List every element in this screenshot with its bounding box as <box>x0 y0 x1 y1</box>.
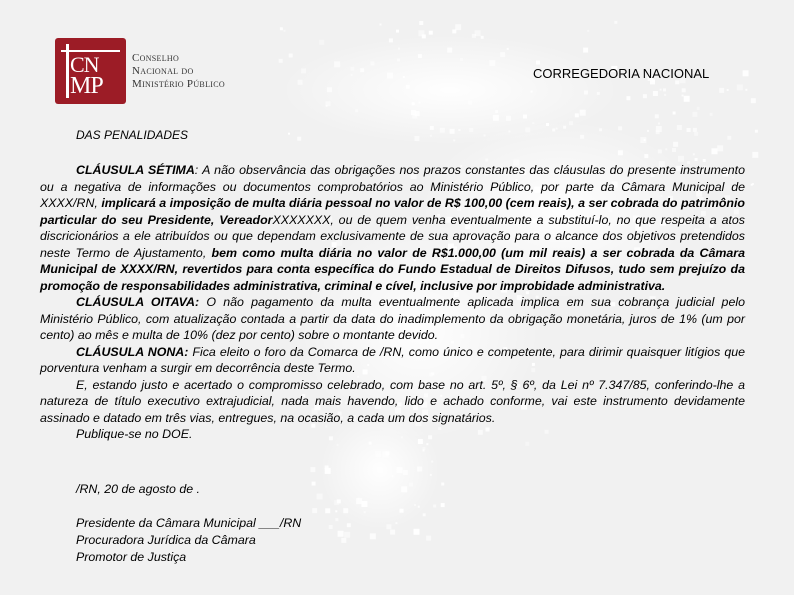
clause-heading: CLÁUSULA SÉTIMA <box>76 163 195 177</box>
logo-institution-name <box>132 52 225 91</box>
background-dot <box>643 94 647 98</box>
background-dot <box>429 31 433 35</box>
background-dot <box>418 30 424 36</box>
background-dot <box>418 54 422 58</box>
background-dot <box>752 152 758 158</box>
background-dot <box>597 92 600 95</box>
background-dot <box>319 40 324 45</box>
background-dot <box>710 113 713 116</box>
background-dot <box>430 474 432 476</box>
background-dot <box>552 129 555 132</box>
background-dot <box>453 139 455 141</box>
background-dot <box>644 154 648 158</box>
background-dot <box>693 128 697 132</box>
background-dot <box>400 509 404 513</box>
background-dot <box>351 74 353 76</box>
background-dot <box>310 467 315 472</box>
background-dot <box>626 96 630 100</box>
background-dot <box>580 110 586 116</box>
background-dot <box>663 88 666 91</box>
background-dot <box>618 150 623 155</box>
background-dot <box>682 88 686 92</box>
background-dot <box>506 116 511 121</box>
background-dot <box>556 128 558 130</box>
background-dot <box>391 475 393 477</box>
background-dot <box>409 482 413 486</box>
background-dot <box>284 30 286 32</box>
background-dot <box>684 96 690 102</box>
background-dot <box>335 510 337 512</box>
signatory: Procuradora Jurídica da Câmara <box>76 533 256 547</box>
background-dot <box>694 132 698 136</box>
background-dot <box>751 98 756 103</box>
background-dot <box>500 52 505 57</box>
background-dot <box>370 533 376 539</box>
background-dot <box>417 467 422 472</box>
background-dot <box>745 89 747 91</box>
background-dot <box>334 61 340 67</box>
background-dot <box>647 130 649 132</box>
background-dot <box>525 127 530 132</box>
logo-name-line: Ministério Público <box>132 78 225 90</box>
background-dot <box>546 123 549 126</box>
background-dot <box>397 467 403 473</box>
background-dot <box>536 61 540 65</box>
background-dot <box>693 153 695 155</box>
background-dot <box>344 532 350 538</box>
background-dot <box>678 156 684 162</box>
background-dot <box>312 482 316 486</box>
background-dot <box>356 498 362 504</box>
background-dot <box>325 508 330 513</box>
background-dot <box>312 508 317 513</box>
background-dot <box>673 142 678 147</box>
background-dot <box>664 94 666 96</box>
background-dot <box>386 524 391 529</box>
publish-line: Publique-se no DOE. <box>76 427 193 441</box>
background-dot <box>660 89 662 91</box>
background-dot <box>343 508 348 513</box>
background-dot <box>441 503 445 507</box>
document-body <box>40 162 745 443</box>
background-dot <box>334 500 339 505</box>
background-dot <box>433 505 436 508</box>
background-dot <box>414 136 419 141</box>
background-dot <box>682 95 684 97</box>
background-dot <box>658 149 662 153</box>
signatories <box>76 515 301 566</box>
background-dot <box>587 30 589 32</box>
clause-text: XXXXXXX, ou de quem venha eventualmente a substituí-lo, no que respeita a atos discricionários a ele atribuídos ou que dependam exclusivamente de sua aprovação para o alcance dos objetivos pretendidos neste Termo de Ajustamento, <box>40 212 745 260</box>
background-dot <box>673 112 676 115</box>
background-dot <box>289 54 293 58</box>
background-dot <box>414 529 420 535</box>
background-dot <box>412 102 415 105</box>
background-dot <box>297 137 301 141</box>
background-dot <box>569 121 573 125</box>
background-dot <box>403 76 405 78</box>
background-dot <box>583 48 588 53</box>
background-dot <box>423 513 426 516</box>
clause-text: : A não observância das obrigações nos prazos constantes das cláusulas do presente instrumento ou a negativa de informações ou documentos comprobatórios ao Ministério Público, por parte da Câmara Municipal de XXXX/RN, <box>40 163 745 210</box>
background-dot <box>532 122 534 124</box>
background-dot <box>431 461 433 463</box>
background-dot <box>614 21 617 24</box>
background-dot <box>655 114 659 118</box>
background-dot <box>412 114 417 119</box>
background-dot <box>338 531 344 537</box>
background-dot <box>755 130 758 133</box>
logo-name-line: Nacional do <box>132 65 194 77</box>
background-dot <box>440 128 445 133</box>
background-dot <box>375 451 381 457</box>
background-dot <box>484 134 486 136</box>
background-dot <box>419 21 423 25</box>
background-dot <box>695 158 698 161</box>
background-dot <box>401 486 407 492</box>
clause-bold-text: implicará a imposição de multa diária pessoal no valor de R$ 100,00 (cem reais), a ser cobrada do patrimônio particular do seu Presidente, Vereador <box>40 196 745 227</box>
clause-heading: CLÁUSULA NONA: <box>76 344 189 359</box>
background-dot <box>279 59 283 63</box>
background-dot <box>697 107 700 110</box>
background-dot <box>489 60 495 66</box>
background-dot <box>430 126 434 130</box>
background-dot <box>327 87 332 92</box>
background-dot <box>743 70 749 76</box>
background-dot <box>719 88 724 93</box>
background-dot <box>426 536 431 541</box>
background-dot <box>396 30 399 33</box>
background-dot <box>383 451 389 457</box>
background-dot <box>329 525 333 529</box>
signatory: Presidente da Câmara Municipal ___/RN <box>76 516 302 530</box>
clause-setima <box>40 162 745 294</box>
background-dot <box>325 465 329 469</box>
background-dot <box>301 68 306 73</box>
background-dot <box>450 129 455 134</box>
background-dot <box>495 110 498 113</box>
background-dot <box>397 59 400 62</box>
background-dot <box>507 48 509 50</box>
background-dot <box>380 24 382 26</box>
background-dot <box>580 135 584 139</box>
clause-heading: CLÁUSULA OITAVA: <box>76 295 200 309</box>
background-dot <box>430 135 432 137</box>
background-dot <box>481 36 484 39</box>
background-dot <box>618 126 622 130</box>
background-dot <box>468 101 472 105</box>
clause-oitava <box>40 294 745 344</box>
background-dot <box>280 27 283 30</box>
background-dot <box>692 112 697 117</box>
background-dot <box>423 449 425 451</box>
background-dot <box>658 123 660 125</box>
background-dot <box>458 129 460 131</box>
background-dot <box>475 30 481 36</box>
background-dot <box>364 511 366 513</box>
background-dot <box>418 506 420 508</box>
clause-text: Fica eleito o foro da Comarca de /RN, como único e competente, para dirimir quaisquer litígios que porventura venham a surgir em decorrência deste Termo. <box>40 344 745 375</box>
background-dot <box>406 85 410 89</box>
background-dot <box>288 133 290 135</box>
background-dot <box>523 115 527 119</box>
cnmp-logo <box>55 38 235 104</box>
background-dot <box>575 113 579 117</box>
background-dot <box>398 48 400 50</box>
background-dot <box>370 61 374 65</box>
background-dot <box>326 101 331 106</box>
background-dot <box>361 501 367 507</box>
cnmp-logo-mark <box>55 38 126 104</box>
background-dot <box>751 184 753 186</box>
background-dot <box>531 91 533 93</box>
background-dot <box>727 89 729 91</box>
background-dot <box>355 109 358 112</box>
header-title: CORREGEDORIA NACIONAL <box>533 66 710 81</box>
background-dot <box>418 102 420 104</box>
background-dot <box>403 470 408 475</box>
clause-bold-text: bem como multa diária no valor de R$1.000,00 (um mil reais) a ser cobrada da Câmara Municipal de XXXX/RN, revertidos para conta específica do Fundo Estadual de Direitos Difusos, tudo sem prejuízo da promoção de responsabilidades administrativa, criminal e cível, inclusive por improbidade administrativa. <box>40 245 745 293</box>
background-dot <box>493 115 499 121</box>
background-dot <box>640 137 646 143</box>
background-dot <box>341 538 346 543</box>
final-paragraph: E, estando justo e acertado o compromisso celebrado, com base no art. 5º, § 6º, da Lei nº 7.347/85, conferindo-lhe a natureza de título executivo extrajudicial, nada mais havendo, lido e achado conforme, vai este instrumento devidamente assinado e datado em três vias, entregues, na ocasião, a cada um dos signatários. <box>40 377 745 425</box>
signatory: Promotor de Justiça <box>76 550 187 564</box>
background-dot <box>653 91 658 96</box>
background-dot <box>656 130 660 134</box>
background-dot <box>455 24 461 30</box>
background-dot <box>298 80 303 85</box>
background-dot <box>677 125 682 130</box>
background-dot <box>460 58 463 61</box>
background-dot <box>469 128 473 132</box>
background-dot <box>426 443 428 445</box>
background-dot <box>687 128 691 132</box>
background-dot <box>447 48 452 53</box>
background-dot <box>584 91 588 95</box>
background-dot <box>717 145 723 151</box>
background-dot <box>395 522 397 524</box>
background-dot <box>390 530 395 535</box>
place-date: /RN, 20 de agosto de . <box>76 482 200 496</box>
logo-mark-top: CN <box>70 52 99 77</box>
background-dot <box>337 444 339 446</box>
background-dot <box>347 523 351 527</box>
background-dot <box>350 67 354 71</box>
logo-mark-bottom: MP <box>70 73 103 99</box>
background-dot <box>599 128 602 131</box>
logo-name-line: Conselho <box>132 52 180 64</box>
background-dot <box>665 148 667 150</box>
background-dot <box>727 136 731 140</box>
section-title: DAS PENALIDADES <box>76 128 189 142</box>
background-dot <box>414 504 416 506</box>
background-dot <box>441 483 444 486</box>
clause-text: O não pagamento da multa eventualmente aplicada implica em sua cobrança judicial pelo Ministério Público, com atualização contada a partir da data do inadimplemento da obrigação monetária, juros de 1% (um por cento) ao mês e multa de 10% (dez por cento) sobre o montante devido. <box>40 295 745 342</box>
background-dot <box>317 494 323 500</box>
background-dot <box>389 38 393 42</box>
background-dot <box>387 73 393 79</box>
background-dot <box>508 130 510 132</box>
background-dot <box>712 148 718 154</box>
background-dot <box>360 68 364 72</box>
background-dot <box>672 148 676 152</box>
clause-nona <box>40 344 745 377</box>
background-dot <box>335 518 338 521</box>
background-dot <box>737 84 743 90</box>
background-dot <box>563 126 566 129</box>
